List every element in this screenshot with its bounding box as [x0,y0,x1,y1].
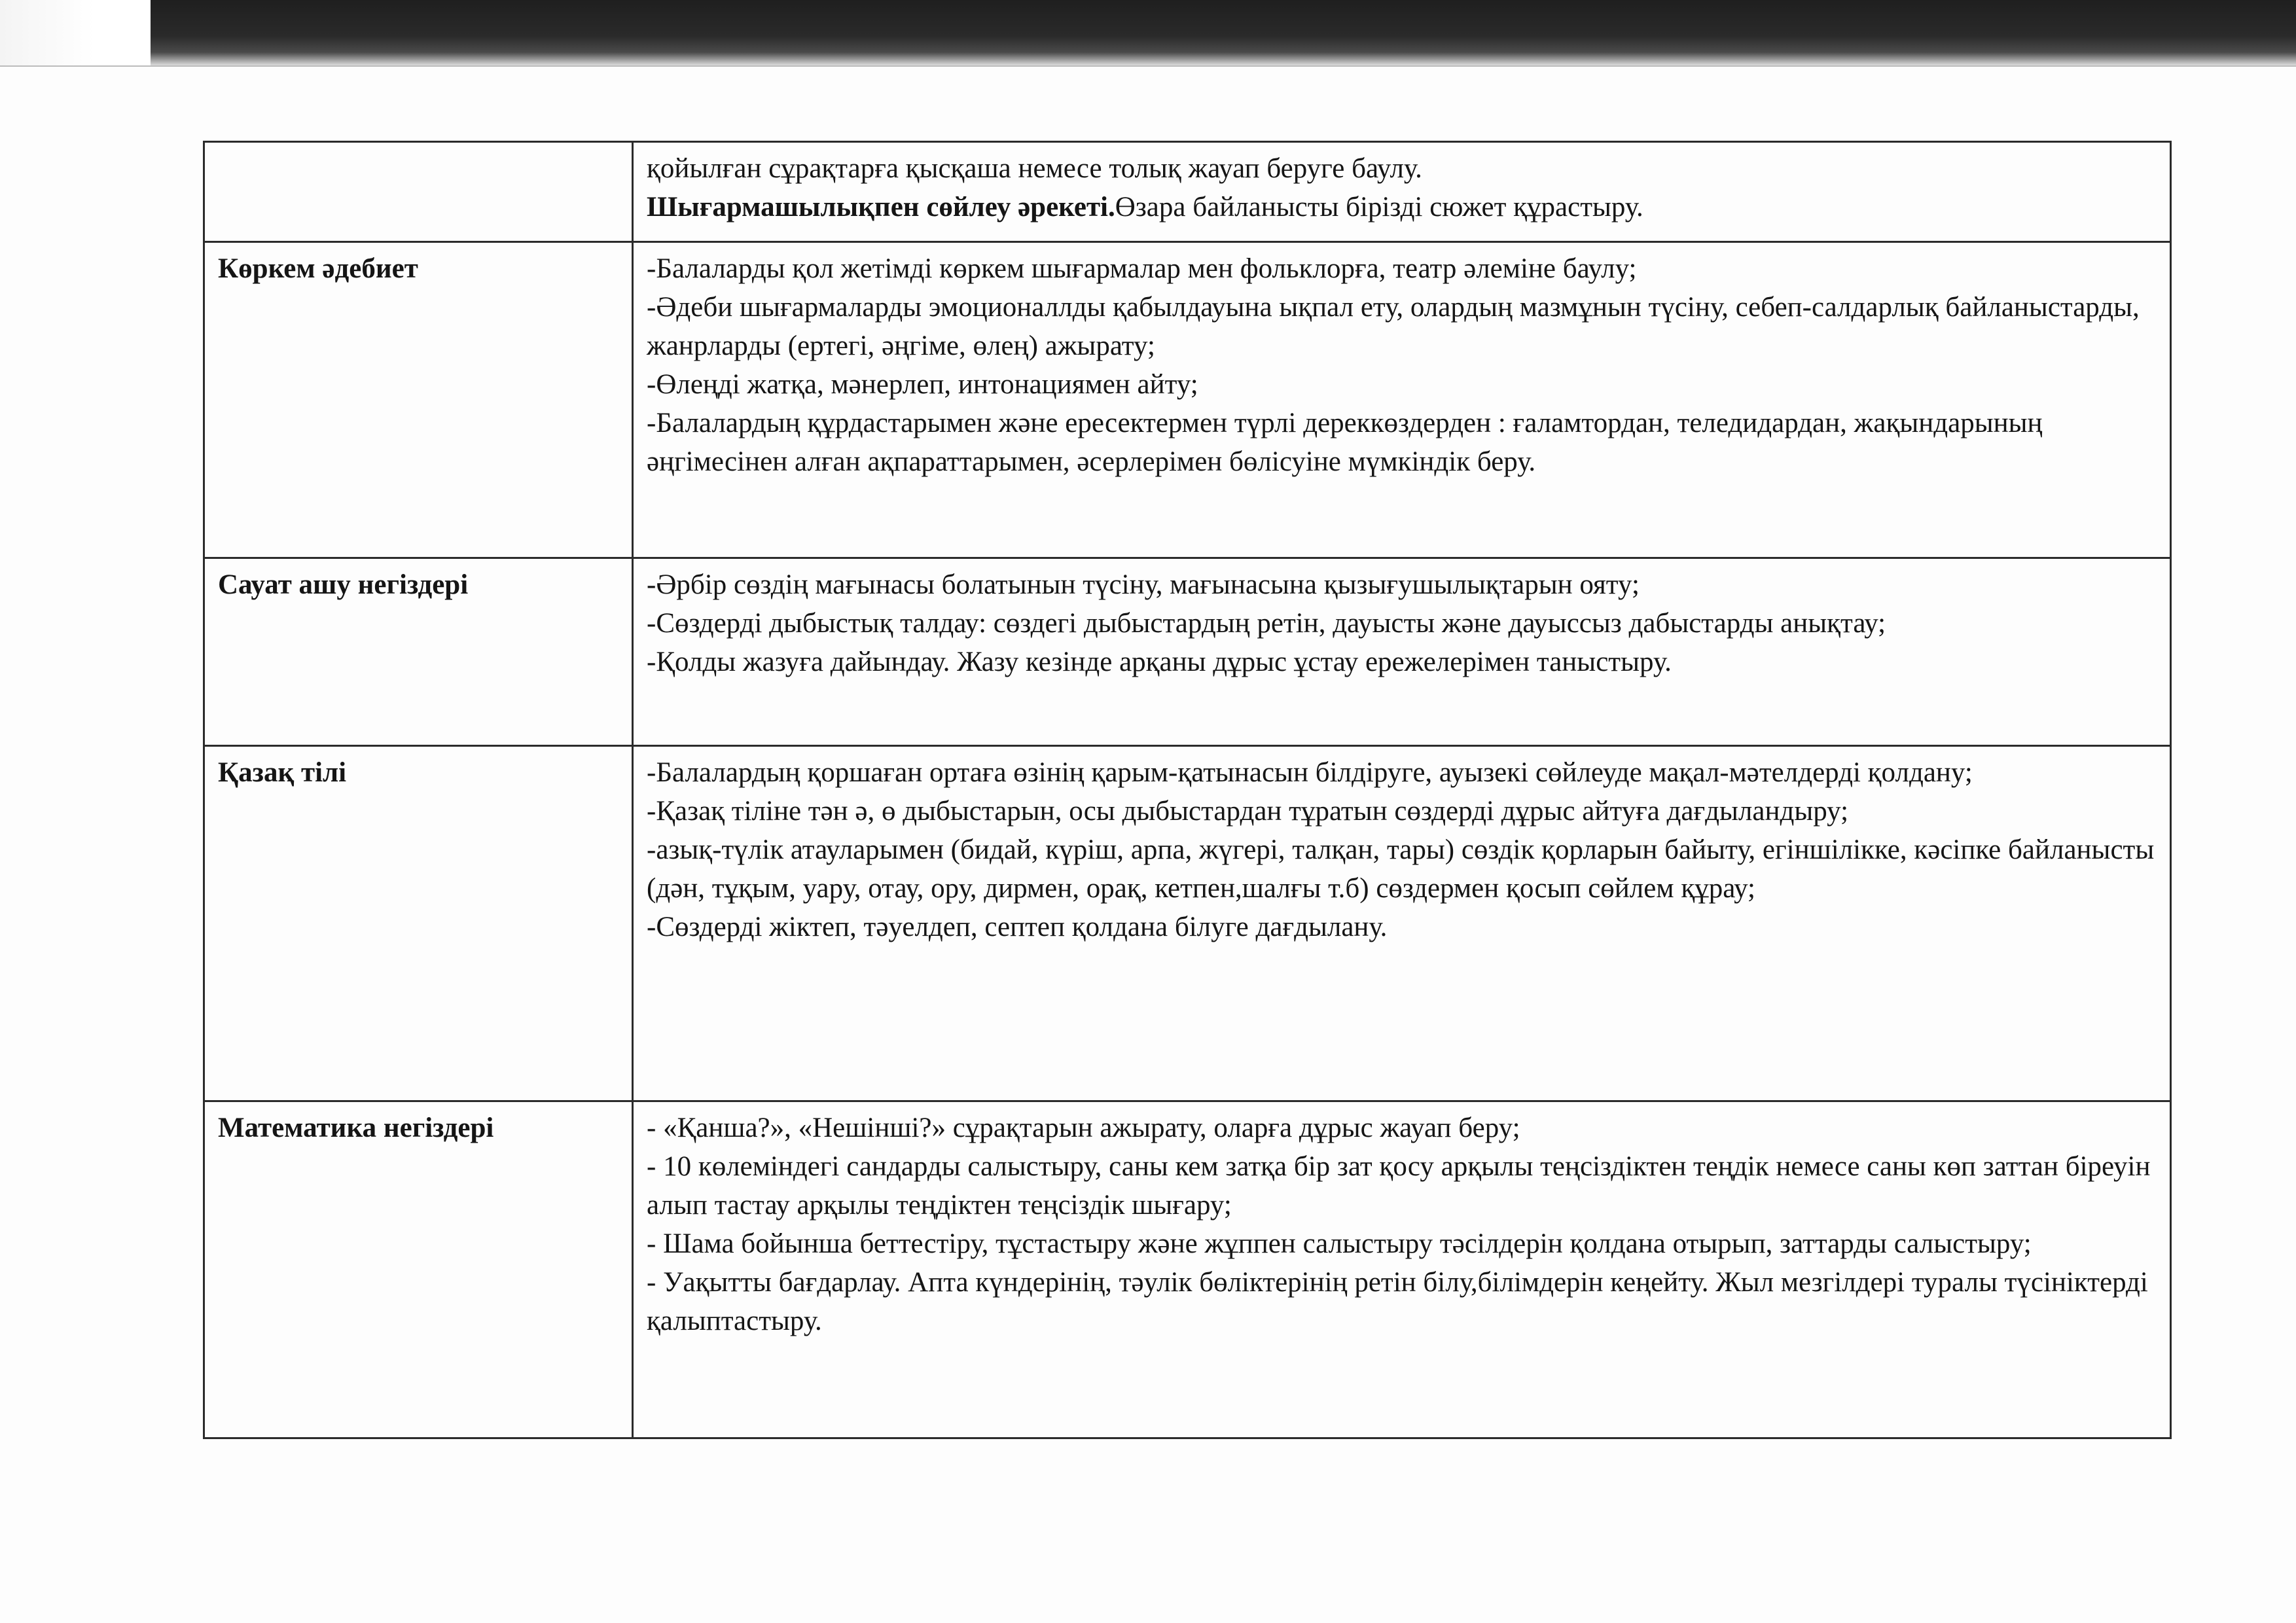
content-line: -Қолды жазуға дайындау. Жазу кезінде арқаны дұрыс ұстау ережелерімен таныстыру. [647,647,1672,677]
content-line: -Балалардың қоршаған ортаға өзінің қарым-қатынасын білдіруге, ауызекі сөйлеуде мақал-мәтелдерді қолдану; [647,757,1973,788]
content-line: - Шама бойынша беттестіру, тұстастыру және жұппен салыстыру тәсілдерін қолдана отырып, заттарды салыстыру; [647,1228,2032,1259]
subject-cell [204,242,633,558]
bold-lead-text: Шығармашылықпен сөйлеу әрекеті. [647,192,1115,223]
subject-cell [204,142,633,242]
subject-label: Көркем әдебиет [218,253,418,284]
table-row [204,1101,2171,1438]
content-line: - 10 көлеміндегі сандарды салыстыру, саны кем затқа бір зат қосу арқылы теңсіздіктен теңдік немесе саны көп заттан біреуін алып тастау арқылы теңдіктен теңсіздік шығару; [647,1151,2151,1221]
content-line: - Уақытты бағдарлау. Апта күндерінің, тәулік бөліктерінің ретін білу,білімдерін кеңейту. Жыл мезгілдері туралы түсініктерді қалыптастыру. [647,1267,2148,1336]
content-line: -Өлеңді жатқа, мәнерлеп, интонациямен айту; [647,369,1198,400]
content-cell [633,142,2171,242]
content-cell [633,242,2171,558]
content-line: -Балалардың құрдастарымен және ересектермен түрлі дереккөздерден : ғаламтордан, теледидардан, жақындарының әңгімесінен алған ақпараттарымен, әсерлерімен бөлісуіне мүмкіндік беру. [647,408,2043,477]
content-line: -Сөздерді дыбыстық талдау: сөздегі дыбыстардың ретін, дауысты және дауыссыз дабыстарды анықтау; [647,608,1886,639]
table-row [204,142,2171,242]
subject-cell [204,558,633,746]
content-text: Өзара байланысты бірізді сюжет құрастыру. [1115,192,1643,223]
content-line: -Балаларды қол жетімді көркем шығармалар мен фольклорға, театр әлеміне баулу; [647,253,1637,284]
content-line: қойылған сұрақтарға қысқаша немесе толық жауап беруге баулу. [647,153,1422,184]
content-line: -азық-түлік атауларымен (бидай, күріш, арпа, жүгері, талқан, тары) сөздік қорларын байыту, егіншілікке, кәсіпке байланысты (дән, тұқым, уару, отау, ору, дирмен, орақ, кетпен,шалғы т.б) сөздермен қосып сөйлем құрау; [647,834,2155,904]
content-cell [633,1101,2171,1438]
content-cell [633,746,2171,1101]
content-line: -Сөздерді жіктеп, тәуелдеп, септеп қолдана білуге дағдылану. [647,912,1388,942]
content-line [647,188,2158,226]
content-line: -Қазақ тіліне тән ә, ө дыбыстарын, осы дыбыстардан тұратын сөздерді дұрыс айтуға дағдыландыру; [647,796,1849,827]
content-line: -Әрбір сөздің мағынасы болатынын түсіну, мағынасына қызығушылықтарын ояту; [647,569,1640,600]
table-row [204,558,2171,746]
subject-label: Сауат ашу негіздері [218,569,469,600]
subject-cell [204,1101,633,1438]
table-row [204,242,2171,558]
subject-cell [204,746,633,1101]
content-line: -Әдеби шығармаларды эмоционаллды қабылдауына ықпал ету, олардың мазмұнын түсіну, себеп-салдарлық байланыстарды, жанрларды (ертегі, әңгіме, өлең) ажырату; [647,292,2140,361]
table-row [204,746,2171,1101]
curriculum-table [203,141,2172,1439]
subject-label: Математика негіздері [218,1113,494,1143]
content-line: - «Қанша?», «Нешінші?» сұрақтарын ажырату, оларға дұрыс жауап беру; [647,1113,1520,1143]
subject-label: Қазақ тілі [218,757,347,788]
content-cell [633,558,2171,746]
scan-shadow-top [151,0,2296,65]
